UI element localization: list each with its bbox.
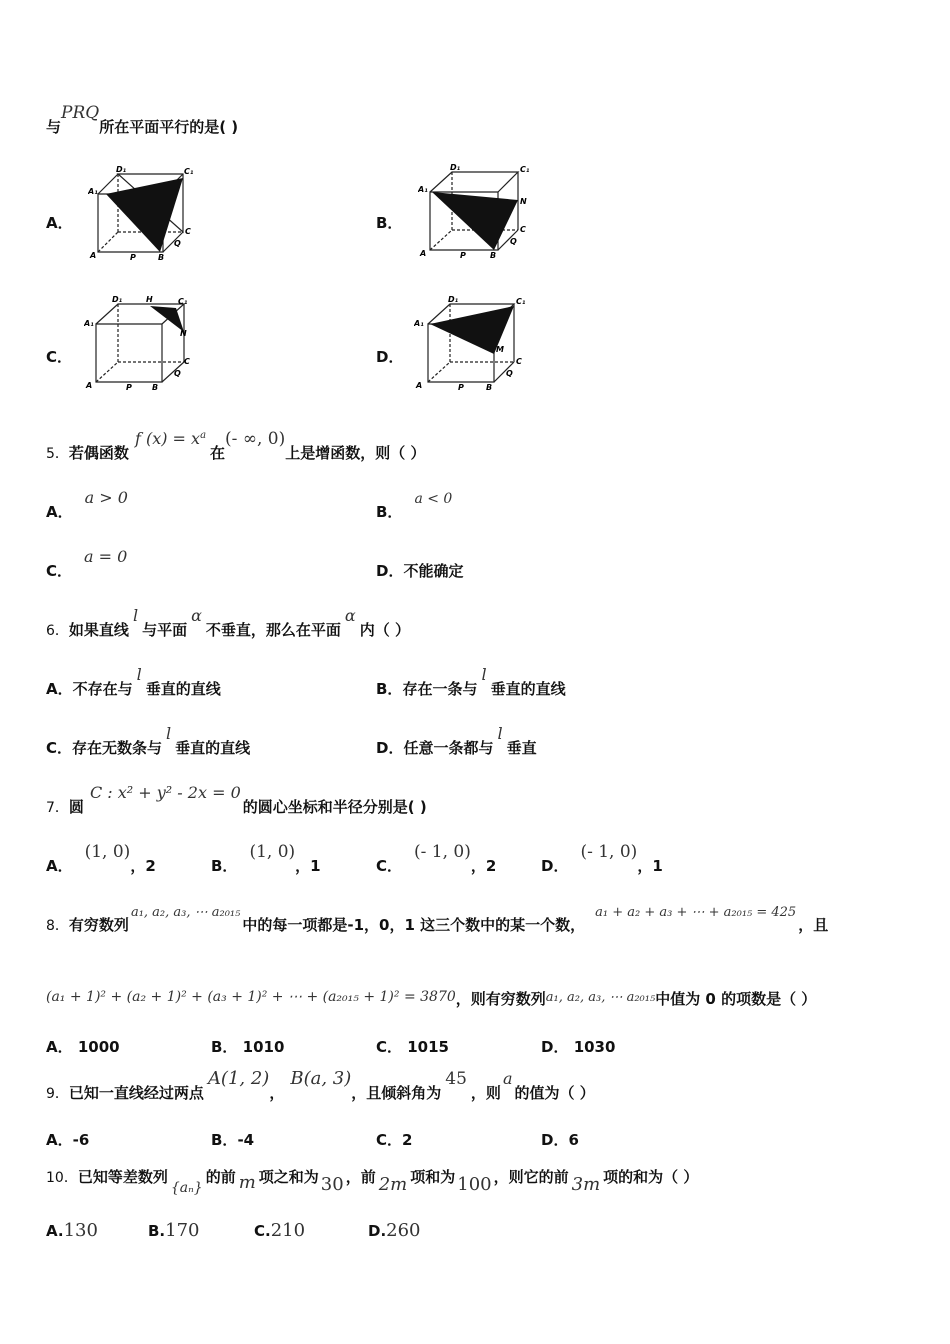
svg-text:P: P: [458, 383, 464, 392]
q4-option-c-label: C．: [46, 348, 73, 366]
svg-text:A₁: A₁: [88, 187, 98, 196]
q6-stem: 6．如果直线l与平面α不垂直，那么在平面α内（ ）: [46, 606, 410, 639]
svg-text:C₁: C₁: [516, 297, 526, 306]
svg-text:P: P: [130, 253, 136, 262]
q7-option-a[interactable]: A．(1, 0)，2: [46, 842, 156, 875]
q8-stem-line1: 8．有穷数列a₁, a₂, a₃, ⋯ a₂₀₁₅中的每一项都是-1，0，1 这三个数中的某一个数，a₁ + a₂ + a₃ + ⋯ + a₂₀₁₅ = 425，且: [46, 905, 829, 934]
svg-text:A: A: [90, 251, 97, 260]
svg-text:A: A: [86, 381, 93, 390]
svg-text:D₁: D₁: [448, 295, 459, 304]
svg-text:C: C: [184, 357, 190, 366]
svg-text:A: A: [416, 381, 423, 390]
svg-text:Q: Q: [506, 369, 513, 378]
q8-option-b[interactable]: B． 1010: [211, 1038, 285, 1056]
q10-option-a[interactable]: A.130: [46, 1220, 98, 1241]
svg-text:D₁: D₁: [112, 295, 123, 304]
q4-option-d-label: D．: [376, 348, 404, 366]
q5-stem: 5．若偶函数f $(x) = x^a$在(- ∞, 0)上是增函数，则（ ）: [46, 429, 426, 462]
q6-option-c[interactable]: C．存在无数条与l垂直的直线: [46, 724, 251, 757]
svg-text:C: C: [516, 357, 522, 366]
cube-diagram-a: [88, 164, 198, 264]
q10-option-c[interactable]: C.210: [254, 1220, 306, 1241]
q6-option-a[interactable]: A．不存在与l垂直的直线: [46, 665, 221, 698]
q6-option-b[interactable]: B．存在一条与l垂直的直线: [376, 665, 566, 698]
q9-stem: 9．已知一直线经过两点A(1, 2)，B(a, 3)，且倾斜角为45，则a的值为（ ）: [46, 1068, 595, 1102]
q7-stem: 7．圆C : x² + y² - 2x = 0的圆心坐标和半径分别是( ): [46, 783, 427, 816]
q5-option-c[interactable]: C．a = 0: [46, 547, 128, 580]
q7-option-c[interactable]: C．(- 1, 0)，2: [376, 842, 497, 875]
svg-text:B: B: [152, 383, 159, 392]
svg-text:C: C: [520, 225, 526, 234]
svg-text:N: N: [520, 197, 527, 206]
svg-text:H: H: [146, 295, 153, 304]
q8-option-c[interactable]: C． 1015: [376, 1038, 449, 1056]
q10-option-d[interactable]: D.260: [368, 1220, 421, 1241]
svg-text:C₁: C₁: [178, 297, 188, 306]
svg-text:B: B: [158, 253, 165, 262]
svg-text:D₁: D₁: [116, 165, 127, 174]
q4-option-a-label: A．: [46, 214, 73, 232]
q10-stem: 10．已知等差数列{aₙ}的前 m 项之和为 30 ，前 2m 项和为 100 ，则它的前 3m 项的和为（ ）: [46, 1168, 699, 1196]
q8-option-d[interactable]: D． 1030: [541, 1038, 616, 1056]
svg-text:A₁: A₁: [414, 319, 424, 328]
svg-text:P: P: [460, 251, 466, 260]
cube-diagram-d: [414, 292, 534, 392]
q5-option-a[interactable]: A．a > 0: [46, 488, 128, 521]
cube-diagram-b: [418, 164, 533, 264]
q8-option-a[interactable]: A． 1000: [46, 1038, 120, 1056]
q4-option-b-label: B．: [376, 214, 403, 232]
q9-option-c[interactable]: C．2: [376, 1131, 413, 1149]
svg-text:C: C: [185, 227, 191, 236]
svg-text:Q: Q: [174, 369, 181, 378]
svg-text:N: N: [180, 329, 187, 338]
svg-text:A₁: A₁: [84, 319, 94, 328]
q5-option-b[interactable]: B．a < 0: [376, 491, 453, 521]
q7-option-b[interactable]: B．(1, 0)，1: [211, 842, 321, 875]
q4-stem: 与PRQ所在平面平行的是( ): [46, 103, 239, 136]
q8-stem-line2: (a₁ + 1)² + (a₂ + 1)² + (a₃ + 1)² + ⋯ + (a₂₀₁₅ + 1)² = 3870，则有穷数列a₁, a₂, a₃, ⋯ a₂₀₁₅中值为 0 的项数是（ ）: [46, 989, 817, 1008]
q10-option-b[interactable]: B.170: [148, 1220, 200, 1241]
svg-text:A₁: A₁: [418, 185, 428, 194]
svg-text:Q: Q: [174, 239, 181, 248]
svg-text:B: B: [490, 251, 497, 260]
q9-option-a[interactable]: A．-6: [46, 1131, 90, 1149]
q5-option-d[interactable]: D．不能确定: [376, 562, 464, 580]
cube-diagram-c: [84, 294, 199, 394]
svg-text:Q: Q: [510, 237, 517, 246]
svg-text:C₁: C₁: [520, 165, 530, 174]
svg-text:P: P: [126, 383, 132, 392]
svg-text:M: M: [496, 345, 504, 354]
svg-text:C₁: C₁: [184, 167, 194, 176]
q6-option-d[interactable]: D．任意一条都与l垂直: [376, 724, 537, 757]
q7-option-d[interactable]: D．(- 1, 0)，1: [541, 842, 663, 875]
svg-text:D₁: D₁: [450, 164, 461, 172]
svg-text:A: A: [420, 249, 427, 258]
q9-option-b[interactable]: B．-4: [211, 1131, 255, 1149]
q9-option-d[interactable]: D．6: [541, 1131, 579, 1149]
svg-text:B: B: [486, 383, 493, 392]
